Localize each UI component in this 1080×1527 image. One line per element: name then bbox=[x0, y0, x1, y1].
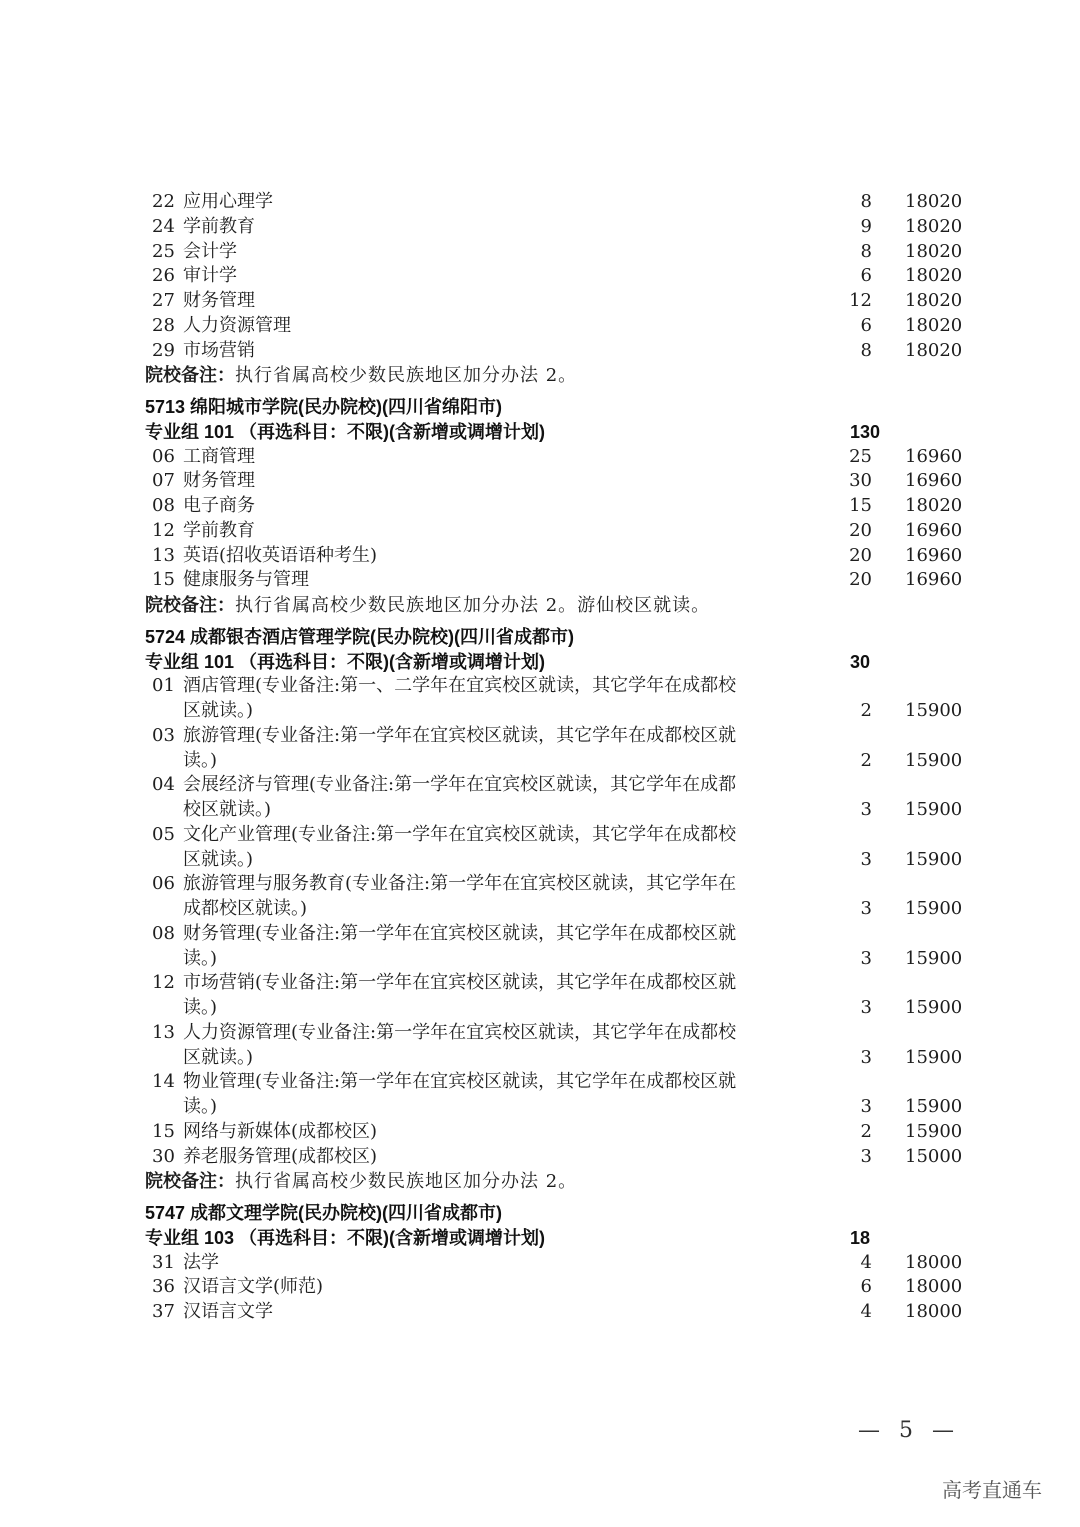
section-continued bbox=[0, 190, 1080, 388]
major-code: 36 bbox=[152, 1276, 175, 1298]
major-row bbox=[0, 519, 1080, 544]
major-fee: 18020 bbox=[905, 495, 963, 516]
major-name: 市场营销 bbox=[183, 339, 255, 361]
major-row bbox=[0, 773, 1080, 823]
major-name-line1: 物业管理(专业备注:第一学年在宜宾校区就读，其它学年在成都校区就 bbox=[183, 1071, 737, 1093]
major-fee: 15900 bbox=[905, 799, 963, 820]
major-row bbox=[0, 240, 1080, 265]
major-name-line1: 文化产业管理(专业备注:第一学年在宜宾校区就读，其它学年在成都校 bbox=[183, 823, 737, 845]
major-code: 13 bbox=[152, 544, 175, 566]
major-count: 8 bbox=[860, 339, 872, 361]
major-row bbox=[0, 289, 1080, 314]
school-title: 5724 成都银杏酒店管理学院(民办院校)(四川省成都市) bbox=[145, 626, 575, 647]
major-fee: 15900 bbox=[905, 700, 963, 721]
major-fee: 18000 bbox=[905, 1276, 963, 1298]
major-row bbox=[0, 724, 1080, 774]
major-row bbox=[0, 922, 1080, 972]
major-fee: 18000 bbox=[905, 1301, 963, 1322]
major-count: 20 bbox=[849, 544, 872, 566]
major-name-line2: 读。) bbox=[183, 749, 218, 771]
major-name: 财务管理 bbox=[183, 470, 255, 492]
major-name-line1: 旅游管理(专业备注:第一学年在宜宾校区就读，其它学年在成都校区就 bbox=[183, 724, 737, 746]
school-section-5747 bbox=[0, 1201, 1080, 1325]
major-count: 3 bbox=[860, 799, 872, 820]
major-row bbox=[0, 190, 1080, 215]
major-name: 法学 bbox=[183, 1251, 219, 1273]
school-note bbox=[0, 593, 1080, 618]
major-count: 9 bbox=[860, 215, 872, 237]
major-name-line1: 市场营销(专业备注:第一学年在宜宾校区就读，其它学年在成都校区就 bbox=[183, 972, 737, 994]
major-name: 财务管理 bbox=[183, 290, 255, 311]
major-count: 2 bbox=[860, 700, 872, 721]
major-row bbox=[0, 1070, 1080, 1120]
major-count: 30 bbox=[849, 470, 872, 492]
document-page bbox=[0, 190, 1080, 1325]
school-note bbox=[0, 363, 1080, 388]
major-name: 养老服务管理(成都校区) bbox=[183, 1145, 378, 1167]
major-fee: 18020 bbox=[905, 215, 963, 237]
group-title: 专业组 101 （再选科目：不限)(含新增或调增计划) bbox=[145, 651, 546, 672]
major-code: 07 bbox=[152, 470, 175, 492]
school-header bbox=[0, 625, 1080, 650]
major-code: 31 bbox=[152, 1251, 175, 1273]
major-fee: 15900 bbox=[905, 848, 963, 870]
major-code: 13 bbox=[152, 1021, 175, 1043]
major-code: 22 bbox=[152, 191, 175, 212]
major-fee: 15900 bbox=[905, 1096, 963, 1117]
school-note bbox=[0, 1169, 1080, 1194]
major-count: 2 bbox=[860, 1120, 872, 1142]
major-count: 20 bbox=[849, 519, 872, 541]
group-header bbox=[0, 650, 1080, 675]
watermark: 高考直通车 bbox=[942, 1478, 1042, 1502]
major-code: 15 bbox=[152, 1120, 175, 1142]
major-code: 30 bbox=[152, 1145, 175, 1167]
school-header bbox=[0, 1201, 1080, 1226]
major-count: 8 bbox=[860, 191, 872, 212]
major-fee: 16960 bbox=[905, 544, 963, 566]
major-code: 24 bbox=[152, 215, 175, 237]
major-row bbox=[0, 469, 1080, 494]
major-code: 25 bbox=[152, 240, 175, 262]
major-row bbox=[0, 264, 1080, 289]
major-name-line1: 财务管理(专业备注:第一学年在宜宾校区就读，其它学年在成都校区就 bbox=[183, 922, 737, 944]
major-name: 工商管理 bbox=[183, 445, 255, 467]
major-name: 学前教育 bbox=[183, 519, 255, 541]
major-name: 电子商务 bbox=[183, 495, 255, 516]
major-fee: 15900 bbox=[905, 898, 963, 919]
major-fee: 18020 bbox=[905, 240, 963, 262]
major-name: 应用心理学 bbox=[183, 191, 273, 212]
major-fee: 16960 bbox=[905, 519, 963, 541]
major-fee: 15900 bbox=[905, 997, 963, 1018]
note-label: 院校备注： bbox=[145, 1171, 235, 1192]
major-name-line1: 人力资源管理(专业备注:第一学年在宜宾校区就读，其它学年在成都校 bbox=[183, 1021, 737, 1043]
major-row bbox=[0, 674, 1080, 724]
major-code: 14 bbox=[152, 1071, 175, 1093]
note-label: 院校备注： bbox=[145, 595, 235, 615]
major-row bbox=[0, 339, 1080, 364]
note-label: 院校备注： bbox=[145, 365, 235, 386]
major-count: 4 bbox=[860, 1301, 872, 1322]
major-name-line2: 读。) bbox=[183, 947, 218, 969]
group-total: 30 bbox=[850, 651, 871, 672]
major-row bbox=[0, 494, 1080, 519]
major-row bbox=[0, 1251, 1080, 1276]
major-fee: 18020 bbox=[905, 191, 963, 212]
note-text: 执行省属高校少数民族地区加分办法 2。 bbox=[235, 365, 578, 387]
major-code: 08 bbox=[152, 495, 175, 516]
major-fee: 18020 bbox=[905, 265, 963, 287]
major-fee: 16960 bbox=[905, 470, 963, 492]
major-row bbox=[0, 568, 1080, 593]
major-name-line2: 读。) bbox=[183, 1096, 218, 1117]
major-count: 8 bbox=[860, 240, 872, 262]
major-name-line2: 校区就读。) bbox=[183, 799, 272, 820]
major-fee: 16960 bbox=[905, 569, 963, 591]
major-row bbox=[0, 314, 1080, 339]
major-fee: 15900 bbox=[905, 1046, 963, 1068]
major-code: 28 bbox=[152, 314, 175, 336]
school-title: 5713 绵阳城市学院(民办院校)(四川省绵阳市) bbox=[145, 397, 503, 417]
group-total: 130 bbox=[850, 421, 881, 442]
major-code: 12 bbox=[152, 519, 175, 541]
major-name: 会计学 bbox=[183, 240, 237, 262]
major-name: 汉语言文学(师范) bbox=[183, 1276, 324, 1298]
major-count: 20 bbox=[849, 569, 872, 591]
major-code: 15 bbox=[152, 569, 175, 591]
major-name-line2: 成都校区就读。) bbox=[183, 898, 308, 919]
major-code: 29 bbox=[152, 339, 175, 361]
major-row bbox=[0, 1275, 1080, 1300]
major-name-line2: 区就读。) bbox=[183, 848, 254, 870]
major-row bbox=[0, 1300, 1080, 1325]
major-name-line2: 区就读。) bbox=[183, 700, 254, 721]
major-count: 2 bbox=[860, 749, 872, 771]
school-header bbox=[0, 395, 1080, 420]
major-count: 3 bbox=[860, 1046, 872, 1068]
major-fee: 15900 bbox=[905, 749, 963, 771]
major-row bbox=[0, 215, 1080, 240]
major-count: 12 bbox=[849, 290, 872, 311]
major-name-line2: 读。) bbox=[183, 997, 218, 1018]
major-fee: 18020 bbox=[905, 314, 963, 336]
major-fee: 15900 bbox=[905, 947, 963, 969]
school-section-5713 bbox=[0, 395, 1080, 618]
major-row bbox=[0, 823, 1080, 873]
major-count: 3 bbox=[860, 1096, 872, 1117]
major-name: 汉语言文学 bbox=[183, 1301, 273, 1322]
major-code: 06 bbox=[152, 445, 175, 467]
group-title: 专业组 103 （再选科目：不限)(含新增或调增计划) bbox=[145, 1227, 546, 1248]
major-row bbox=[0, 872, 1080, 922]
major-code: 01 bbox=[152, 675, 175, 697]
major-code: 12 bbox=[152, 972, 175, 994]
major-row bbox=[0, 1120, 1080, 1145]
major-name: 人力资源管理 bbox=[183, 314, 291, 336]
school-title: 5747 成都文理学院(民办院校)(四川省成都市) bbox=[145, 1203, 503, 1223]
major-name-line1: 会展经济与管理(专业备注:第一学年在宜宾校区就读，其它学年在成都 bbox=[183, 774, 737, 796]
major-name: 审计学 bbox=[183, 265, 237, 287]
major-name-line1: 旅游管理与服务教育(专业备注:第一学年在宜宾校区就读，其它学年在 bbox=[183, 873, 737, 895]
major-row bbox=[0, 544, 1080, 569]
major-fee: 15000 bbox=[905, 1145, 963, 1167]
major-name-line2: 区就读。) bbox=[183, 1046, 254, 1068]
major-code: 03 bbox=[152, 724, 175, 746]
major-code: 05 bbox=[152, 823, 175, 845]
major-name-line1: 酒店管理(专业备注:第一、二学年在宜宾校区就读，其它学年在成都校 bbox=[183, 675, 737, 697]
major-count: 3 bbox=[860, 1145, 872, 1167]
major-row bbox=[0, 971, 1080, 1021]
note-text: 执行省属高校少数民族地区加分办法 2。游仙校区就读。 bbox=[235, 595, 711, 616]
major-row bbox=[0, 1021, 1080, 1071]
major-count: 3 bbox=[860, 947, 872, 969]
group-total: 18 bbox=[850, 1227, 871, 1248]
major-row bbox=[0, 1145, 1080, 1170]
major-name: 健康服务与管理 bbox=[183, 569, 309, 591]
group-header bbox=[0, 420, 1080, 445]
major-fee: 18020 bbox=[905, 290, 963, 311]
major-fee: 16960 bbox=[905, 445, 963, 467]
major-fee: 18000 bbox=[905, 1251, 963, 1273]
major-row bbox=[0, 445, 1080, 470]
major-count: 4 bbox=[860, 1251, 872, 1273]
major-count: 15 bbox=[849, 495, 872, 516]
major-code: 26 bbox=[152, 265, 175, 287]
major-count: 3 bbox=[860, 848, 872, 870]
group-header bbox=[0, 1226, 1080, 1251]
major-count: 25 bbox=[849, 445, 872, 467]
major-count: 3 bbox=[860, 997, 872, 1018]
major-count: 6 bbox=[860, 1276, 872, 1298]
major-fee: 18020 bbox=[905, 339, 963, 361]
page-number: — 5 — bbox=[858, 1418, 960, 1443]
group-title: 专业组 101 （再选科目：不限)(含新增或调增计划) bbox=[145, 421, 546, 442]
major-name: 学前教育 bbox=[183, 215, 255, 237]
major-code: 06 bbox=[152, 873, 175, 895]
major-code: 37 bbox=[152, 1301, 175, 1322]
school-section-5724 bbox=[0, 625, 1080, 1194]
major-code: 08 bbox=[152, 922, 175, 944]
major-count: 3 bbox=[860, 898, 872, 919]
major-name: 英语(招收英语语种考生) bbox=[183, 544, 378, 566]
major-name: 网络与新媒体(成都校区) bbox=[183, 1120, 378, 1142]
major-code: 27 bbox=[152, 290, 175, 311]
major-count: 6 bbox=[860, 265, 872, 287]
note-text: 执行省属高校少数民族地区加分办法 2。 bbox=[235, 1171, 578, 1193]
major-fee: 15900 bbox=[905, 1120, 963, 1142]
major-code: 04 bbox=[152, 774, 175, 796]
major-count: 6 bbox=[860, 314, 872, 336]
